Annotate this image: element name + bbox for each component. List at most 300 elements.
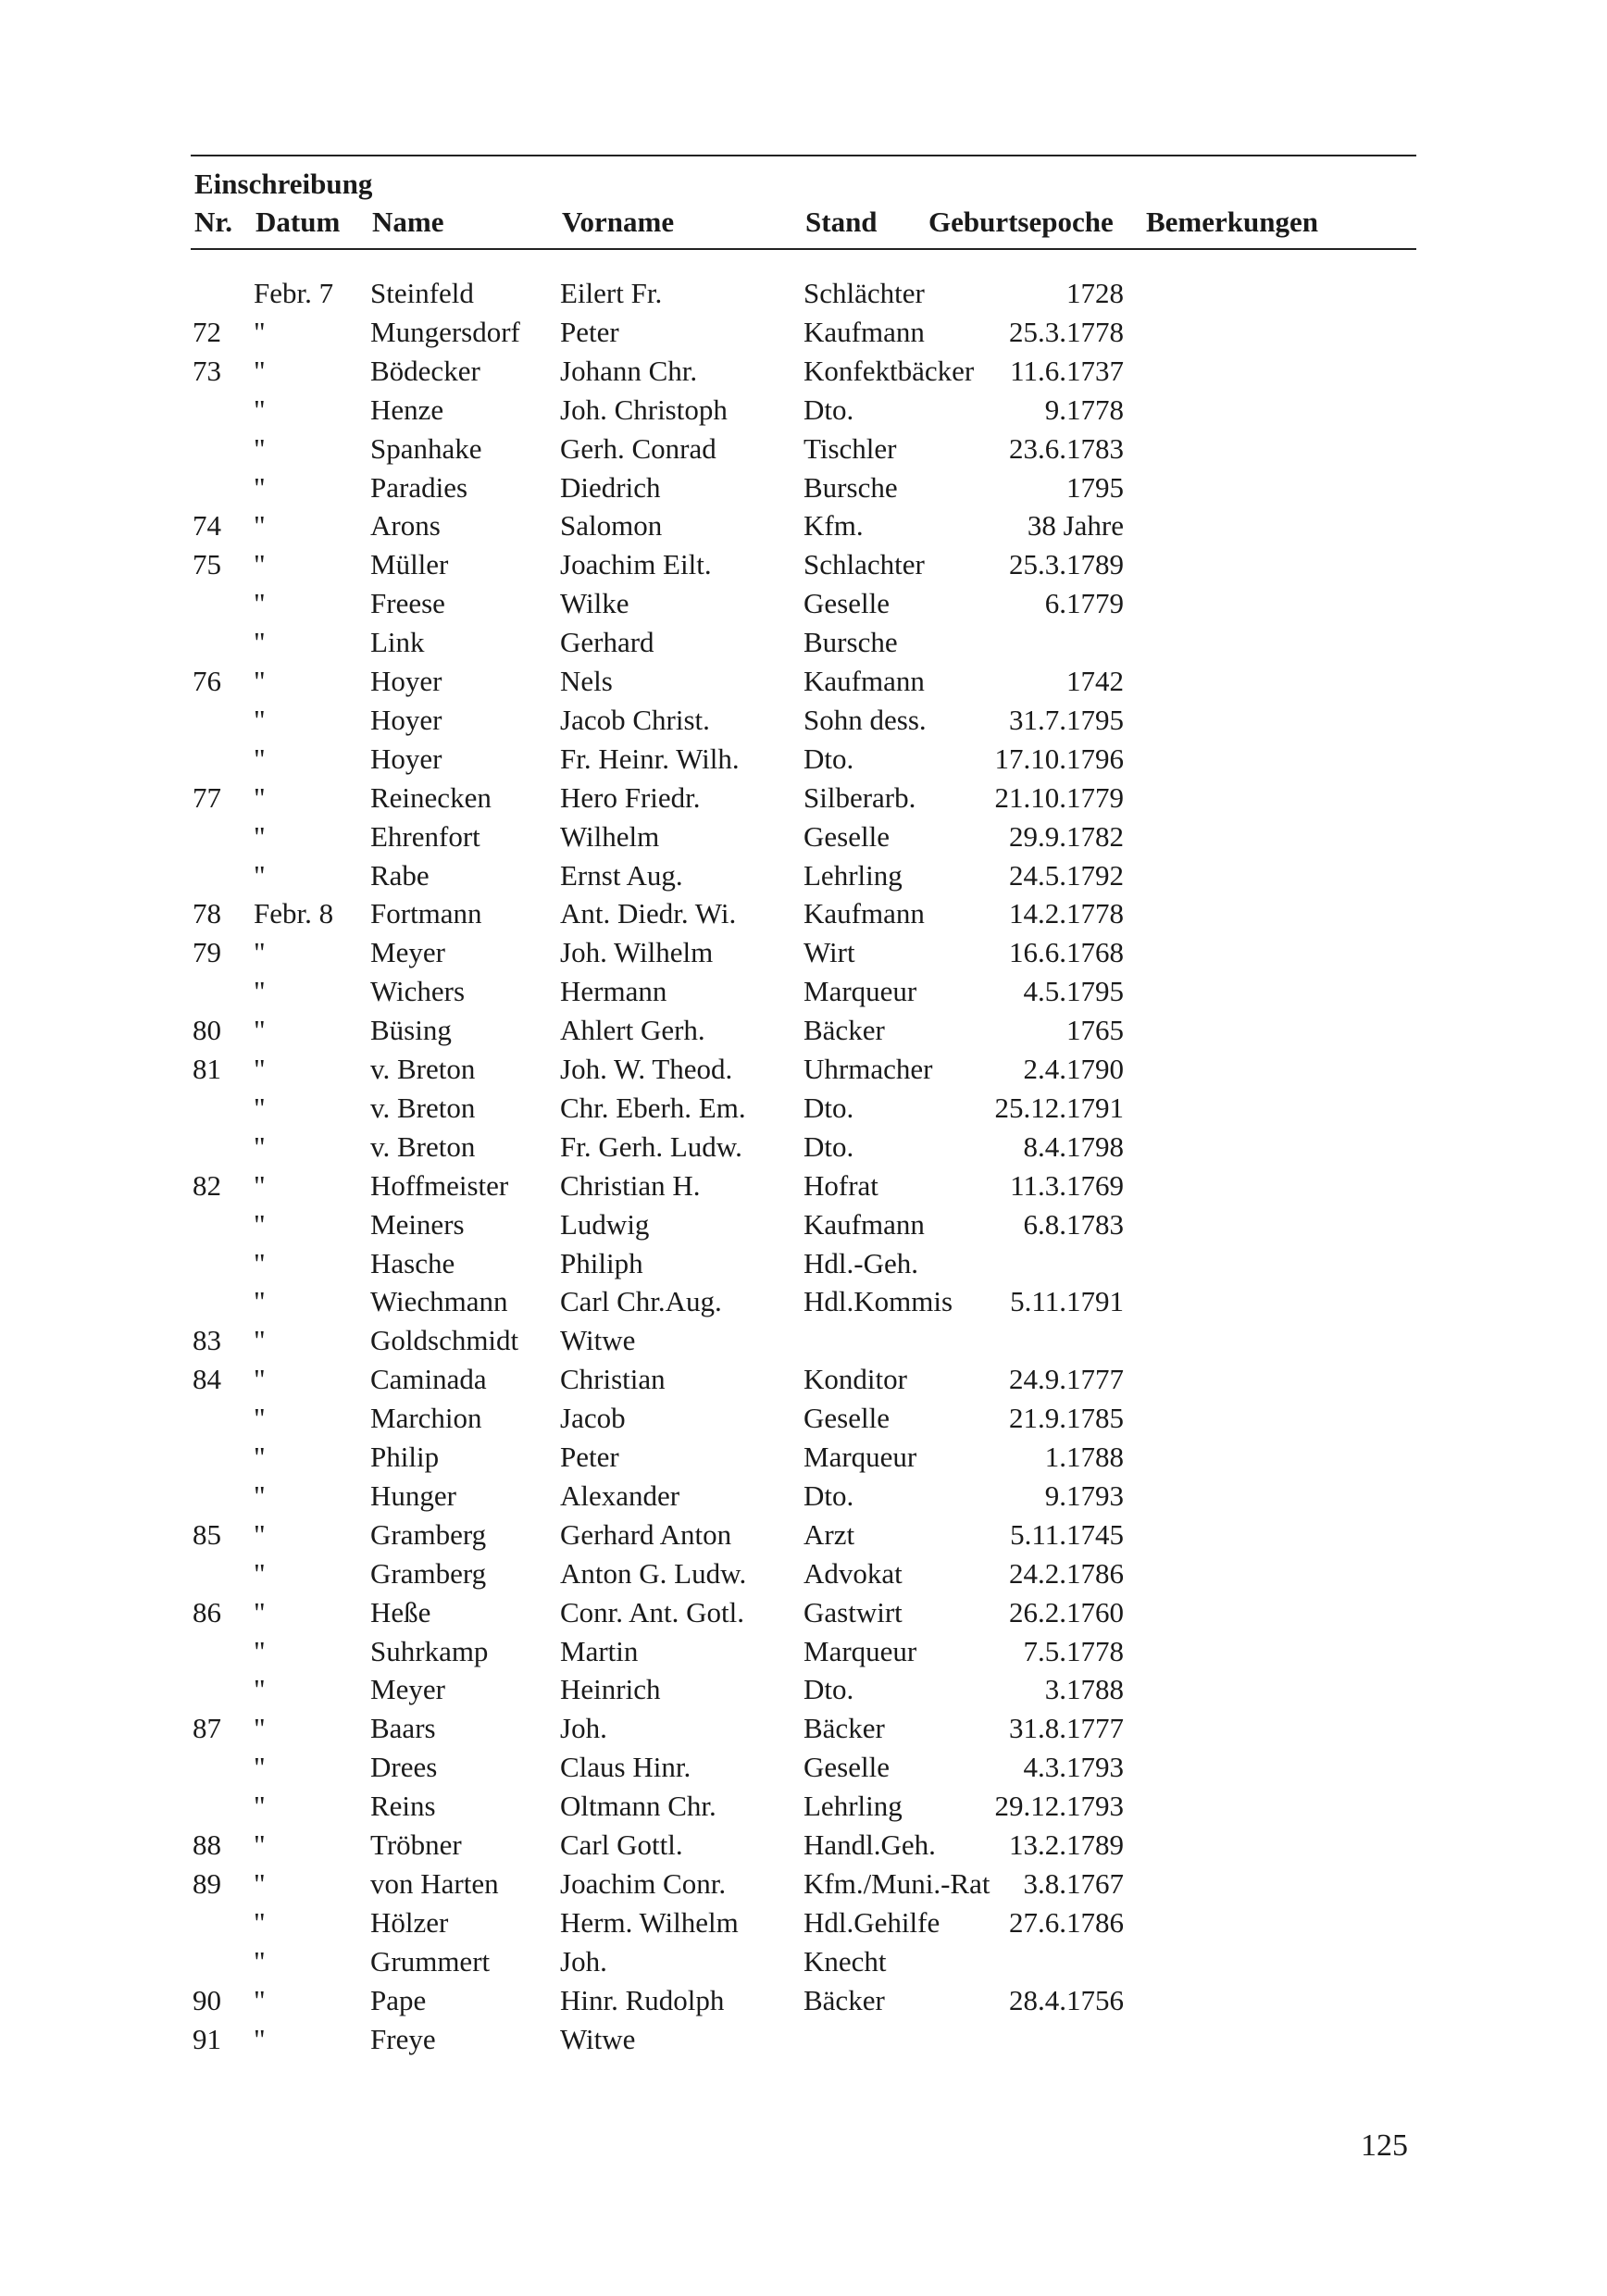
cell-datum: " bbox=[254, 1673, 266, 1706]
cell-geburtsepoche: 29.9.1782 bbox=[1009, 819, 1124, 853]
table-row bbox=[0, 1011, 1607, 1050]
header-bottom-rule bbox=[191, 248, 1416, 250]
table-row bbox=[0, 1089, 1607, 1128]
cell-datum: " bbox=[254, 1246, 266, 1279]
cell-geburtsepoche: 17.10.1796 bbox=[994, 742, 1124, 775]
cell-nr: 81 bbox=[193, 1053, 221, 1085]
cell-vorname: Witwe bbox=[560, 2022, 636, 2055]
cell-name: v. Breton bbox=[370, 1091, 476, 1124]
cell-datum: " bbox=[254, 780, 266, 814]
cell-datum: " bbox=[254, 858, 266, 892]
cell-stand: Kaufmann bbox=[804, 897, 925, 930]
cell-geburtsepoche: 25.3.1778 bbox=[1009, 315, 1124, 348]
table-row bbox=[0, 1826, 1607, 1865]
header-stand: Stand bbox=[805, 206, 878, 238]
cell-nr: 91 bbox=[193, 2022, 221, 2055]
cell-geburtsepoche: 21.10.1779 bbox=[994, 780, 1124, 814]
cell-nr: 85 bbox=[193, 1517, 221, 1551]
cell-nr: 74 bbox=[193, 509, 221, 543]
cell-nr: 82 bbox=[193, 1168, 221, 1202]
cell-name: Büsing bbox=[370, 1014, 452, 1047]
cell-stand: Marqueur bbox=[804, 975, 917, 1008]
cell-name: Hunger bbox=[370, 1479, 456, 1512]
cell-name: v. Breton bbox=[370, 1129, 476, 1163]
cell-nr: 87 bbox=[193, 1712, 221, 1745]
cell-datum: " bbox=[254, 1285, 266, 1318]
cell-nr: 88 bbox=[193, 1828, 221, 1861]
cell-stand: Konfektbäcker bbox=[804, 354, 975, 387]
cell-name: Wiechmann bbox=[370, 1285, 508, 1318]
table-row bbox=[0, 430, 1607, 468]
cell-stand: Bursche bbox=[804, 470, 898, 504]
cell-datum: " bbox=[254, 665, 266, 697]
cell-nr: 73 bbox=[193, 354, 221, 387]
cell-stand: Hdl.Kommis bbox=[804, 1285, 953, 1318]
cell-vorname: Carl Gottl. bbox=[560, 1828, 683, 1861]
cell-stand: Geselle bbox=[804, 587, 890, 620]
cell-datum: " bbox=[254, 1014, 266, 1047]
cell-name: Mungersdorf bbox=[370, 315, 520, 348]
cell-name: Caminada bbox=[370, 1363, 487, 1396]
cell-vorname: Joh. Wilhelm bbox=[560, 936, 714, 969]
cell-datum: " bbox=[254, 1634, 266, 1667]
cell-stand: Kfm. bbox=[804, 509, 864, 543]
table-row bbox=[0, 623, 1607, 662]
cell-datum: " bbox=[254, 1207, 266, 1241]
cell-name: Goldschmidt bbox=[370, 1324, 519, 1357]
cell-stand: Konditor bbox=[804, 1363, 907, 1396]
table-row bbox=[0, 1516, 1607, 1554]
cell-name: Reinecken bbox=[370, 780, 492, 814]
header-bemerkungen: Bemerkungen bbox=[1146, 206, 1318, 238]
cell-datum: " bbox=[254, 742, 266, 775]
table-row bbox=[0, 1360, 1607, 1399]
table-row bbox=[0, 1709, 1607, 1748]
header-einschreibung: Einschreibung bbox=[194, 168, 373, 200]
cell-name: Spanhake bbox=[370, 431, 482, 465]
cell-datum: Febr. 8 bbox=[254, 897, 334, 930]
cell-datum: " bbox=[254, 431, 266, 465]
cell-datum: " bbox=[254, 936, 266, 969]
cell-geburtsepoche: 31.8.1777 bbox=[1009, 1712, 1124, 1745]
cell-vorname: Joh. bbox=[560, 1712, 607, 1745]
cell-datum: " bbox=[254, 1712, 266, 1745]
cell-geburtsepoche: 2.4.1790 bbox=[1023, 1053, 1124, 1085]
table-row bbox=[0, 1244, 1607, 1283]
table-row bbox=[0, 1748, 1607, 1787]
cell-name: Link bbox=[370, 626, 425, 659]
cell-name: Marchion bbox=[370, 1402, 482, 1435]
cell-stand: Kaufmann bbox=[804, 315, 925, 348]
cell-nr: 80 bbox=[193, 1014, 221, 1047]
cell-name: Reins bbox=[370, 1790, 436, 1823]
cell-stand: Bäcker bbox=[804, 1712, 885, 1745]
cell-geburtsepoche: 24.9.1777 bbox=[1009, 1363, 1124, 1396]
cell-name: Freese bbox=[370, 587, 445, 620]
cell-geburtsepoche: 13.2.1789 bbox=[1009, 1828, 1124, 1861]
page-number: 125 bbox=[1361, 2128, 1408, 2163]
table-row bbox=[0, 313, 1607, 352]
cell-vorname: Fr. Gerh. Ludw. bbox=[560, 1129, 742, 1163]
cell-geburtsepoche: 16.6.1768 bbox=[1009, 936, 1124, 969]
cell-stand: Advokat bbox=[804, 1556, 903, 1590]
cell-stand: Tischler bbox=[804, 431, 897, 465]
cell-geburtsepoche: 6.8.1783 bbox=[1023, 1207, 1124, 1241]
cell-name: Henze bbox=[370, 393, 444, 426]
table-row bbox=[0, 352, 1607, 391]
header-top-rule bbox=[191, 155, 1416, 156]
cell-geburtsepoche: 38 Jahre bbox=[1027, 509, 1124, 543]
table-row bbox=[0, 1167, 1607, 1205]
cell-datum: " bbox=[254, 1828, 266, 1861]
cell-nr: 83 bbox=[193, 1324, 221, 1357]
cell-vorname: Philiph bbox=[560, 1246, 643, 1279]
cell-vorname: Joachim Conr. bbox=[560, 1866, 727, 1900]
cell-stand: Dto. bbox=[804, 1091, 854, 1124]
cell-datum: " bbox=[254, 819, 266, 853]
cell-name: von Harten bbox=[370, 1866, 499, 1900]
cell-datum: " bbox=[254, 1053, 266, 1085]
cell-vorname: Heinrich bbox=[560, 1673, 661, 1706]
cell-datum: " bbox=[254, 509, 266, 543]
cell-stand: Kfm./Muni.-Rat bbox=[804, 1866, 990, 1900]
cell-vorname: Hero Friedr. bbox=[560, 780, 701, 814]
table-row bbox=[0, 740, 1607, 779]
cell-datum: " bbox=[254, 1363, 266, 1396]
cell-datum: " bbox=[254, 975, 266, 1008]
cell-datum: " bbox=[254, 626, 266, 659]
header-nr: Nr. bbox=[194, 206, 233, 238]
cell-name: Hölzer bbox=[370, 1905, 449, 1939]
cell-geburtsepoche: 3.1788 bbox=[1044, 1673, 1124, 1706]
cell-datum: " bbox=[254, 1129, 266, 1163]
cell-name: Hoffmeister bbox=[370, 1168, 509, 1202]
cell-stand: Schlächter bbox=[804, 277, 925, 309]
cell-vorname: Joachim Eilt. bbox=[560, 548, 712, 581]
table-row bbox=[0, 856, 1607, 895]
cell-geburtsepoche: 4.3.1793 bbox=[1023, 1751, 1124, 1784]
cell-geburtsepoche: 11.6.1737 bbox=[1010, 354, 1124, 387]
cell-vorname: Anton G. Ludw. bbox=[560, 1556, 747, 1590]
cell-stand: Hofrat bbox=[804, 1168, 878, 1202]
cell-geburtsepoche: 28.4.1756 bbox=[1009, 1983, 1124, 2016]
cell-geburtsepoche: 11.3.1769 bbox=[1010, 1168, 1124, 1202]
table-row bbox=[0, 1593, 1607, 1632]
cell-datum: " bbox=[254, 354, 266, 387]
table-row bbox=[0, 1865, 1607, 1903]
table-row bbox=[0, 1128, 1607, 1167]
cell-geburtsepoche: 1728 bbox=[1066, 277, 1124, 309]
cell-stand: Gastwirt bbox=[804, 1595, 903, 1628]
cell-name: Müller bbox=[370, 548, 449, 581]
table-row bbox=[0, 1205, 1607, 1244]
cell-geburtsepoche: 24.2.1786 bbox=[1009, 1556, 1124, 1590]
cell-name: Pape bbox=[370, 1983, 427, 2016]
table-row bbox=[0, 1670, 1607, 1709]
table-row bbox=[0, 1787, 1607, 1826]
cell-stand: Dto. bbox=[804, 1673, 854, 1706]
header-vorname: Vorname bbox=[562, 206, 675, 238]
cell-geburtsepoche: 1742 bbox=[1066, 665, 1124, 697]
cell-name: Grummert bbox=[370, 1944, 491, 1978]
table-row bbox=[0, 894, 1607, 933]
cell-vorname: Claus Hinr. bbox=[560, 1751, 691, 1784]
table-row bbox=[0, 817, 1607, 856]
cell-stand: Schlachter bbox=[804, 548, 925, 581]
cell-vorname: Conr. Ant. Gotl. bbox=[560, 1595, 744, 1628]
cell-vorname: Ernst Aug. bbox=[560, 858, 683, 892]
cell-geburtsepoche: 25.3.1789 bbox=[1009, 548, 1124, 581]
cell-datum: " bbox=[254, 1944, 266, 1978]
cell-datum: " bbox=[254, 1402, 266, 1435]
cell-stand: Hdl.Gehilfe bbox=[804, 1905, 941, 1939]
table-row bbox=[0, 1903, 1607, 1942]
cell-nr: 77 bbox=[193, 780, 221, 814]
cell-name: Gramberg bbox=[370, 1556, 487, 1590]
cell-datum: " bbox=[254, 1168, 266, 1202]
cell-name: Gramberg bbox=[370, 1517, 487, 1551]
cell-stand: Lehrling bbox=[804, 858, 903, 892]
cell-vorname: Jacob bbox=[560, 1402, 626, 1435]
cell-vorname: Eilert Fr. bbox=[560, 277, 663, 309]
cell-datum: " bbox=[254, 1556, 266, 1590]
table-row bbox=[0, 584, 1607, 623]
cell-name: Philip bbox=[370, 1441, 440, 1473]
header-datum: Datum bbox=[255, 206, 341, 238]
cell-geburtsepoche: 3.8.1767 bbox=[1023, 1866, 1124, 1900]
cell-datum: " bbox=[254, 548, 266, 581]
header-name: Name bbox=[372, 206, 444, 238]
cell-name: Hoyer bbox=[370, 703, 442, 736]
cell-stand: Geselle bbox=[804, 819, 890, 853]
cell-name: Ehrenfort bbox=[370, 819, 480, 853]
cell-geburtsepoche: 5.11.1745 bbox=[1010, 1517, 1124, 1551]
cell-vorname: Fr. Heinr. Wilh. bbox=[560, 742, 740, 775]
cell-name: Baars bbox=[370, 1712, 436, 1745]
cell-stand: Uhrmacher bbox=[804, 1053, 933, 1085]
cell-name: Hoyer bbox=[370, 665, 442, 697]
cell-name: Hoyer bbox=[370, 742, 442, 775]
cell-geburtsepoche: 5.11.1791 bbox=[1010, 1285, 1124, 1318]
cell-name: Wichers bbox=[370, 975, 466, 1008]
table-row bbox=[0, 1438, 1607, 1477]
cell-datum: " bbox=[254, 1905, 266, 1939]
table-row bbox=[0, 1321, 1607, 1360]
cell-stand: Dto. bbox=[804, 393, 854, 426]
cell-stand: Marqueur bbox=[804, 1634, 917, 1667]
cell-geburtsepoche: 7.5.1778 bbox=[1023, 1634, 1124, 1667]
cell-name: v. Breton bbox=[370, 1053, 476, 1085]
cell-nr: 90 bbox=[193, 1983, 221, 2016]
table-row bbox=[0, 1632, 1607, 1671]
cell-vorname: Ant. Diedr. Wi. bbox=[560, 897, 737, 930]
cell-vorname: Peter bbox=[560, 315, 619, 348]
table-row bbox=[0, 779, 1607, 817]
cell-nr: 75 bbox=[193, 548, 221, 581]
cell-stand: Arzt bbox=[804, 1517, 855, 1551]
cell-geburtsepoche: 29.12.1793 bbox=[994, 1790, 1124, 1823]
cell-vorname: Joh. W. Theod. bbox=[560, 1053, 733, 1085]
cell-stand: Geselle bbox=[804, 1402, 890, 1435]
cell-stand: Handl.Geh. bbox=[804, 1828, 936, 1861]
cell-vorname: Johann Chr. bbox=[560, 354, 698, 387]
cell-stand: Kaufmann bbox=[804, 665, 925, 697]
cell-datum: " bbox=[254, 1866, 266, 1900]
cell-nr: 84 bbox=[193, 1363, 221, 1396]
cell-stand: Wirt bbox=[804, 936, 855, 969]
cell-name: Rabe bbox=[370, 858, 430, 892]
cell-name: Meyer bbox=[370, 1673, 445, 1706]
cell-vorname: Carl Chr.Aug. bbox=[560, 1285, 722, 1318]
cell-vorname: Hinr. Rudolph bbox=[560, 1983, 725, 2016]
cell-vorname: Martin bbox=[560, 1634, 639, 1667]
cell-geburtsepoche: 9.1793 bbox=[1044, 1479, 1124, 1512]
cell-name: Steinfeld bbox=[370, 277, 474, 309]
cell-stand: Marqueur bbox=[804, 1441, 917, 1473]
cell-name: Freye bbox=[370, 2022, 436, 2055]
cell-geburtsepoche: 26.2.1760 bbox=[1009, 1595, 1124, 1628]
table-row bbox=[0, 506, 1607, 545]
table-row bbox=[0, 662, 1607, 701]
cell-name: Paradies bbox=[370, 470, 468, 504]
cell-vorname: Gerhard Anton bbox=[560, 1517, 732, 1551]
cell-vorname: Nels bbox=[560, 665, 613, 697]
table-row bbox=[0, 1399, 1607, 1438]
cell-geburtsepoche: 25.12.1791 bbox=[994, 1091, 1124, 1124]
table-row bbox=[0, 972, 1607, 1011]
cell-datum: " bbox=[254, 1595, 266, 1628]
cell-nr: 72 bbox=[193, 315, 221, 348]
cell-datum: " bbox=[254, 587, 266, 620]
cell-datum: " bbox=[254, 1441, 266, 1473]
cell-vorname: Oltmann Chr. bbox=[560, 1790, 716, 1823]
cell-datum: " bbox=[254, 315, 266, 348]
cell-stand: Kaufmann bbox=[804, 1207, 925, 1241]
table-row bbox=[0, 2020, 1607, 2059]
cell-name: Arons bbox=[370, 509, 441, 543]
cell-stand: Dto. bbox=[804, 1129, 854, 1163]
cell-geburtsepoche: 1.1788 bbox=[1044, 1441, 1124, 1473]
cell-stand: Geselle bbox=[804, 1751, 890, 1784]
header-geburtsepoche: Geburtsepoche bbox=[928, 206, 1114, 238]
cell-datum: " bbox=[254, 1517, 266, 1551]
cell-vorname: Peter bbox=[560, 1441, 619, 1473]
cell-stand: Bäcker bbox=[804, 1014, 885, 1047]
cell-geburtsepoche: 27.6.1786 bbox=[1009, 1905, 1124, 1939]
cell-vorname: Salomon bbox=[560, 509, 663, 543]
cell-geburtsepoche: 9.1778 bbox=[1044, 393, 1124, 426]
cell-geburtsepoche: 24.5.1792 bbox=[1009, 858, 1124, 892]
cell-name: Drees bbox=[370, 1751, 438, 1784]
cell-vorname: Witwe bbox=[560, 1324, 636, 1357]
table-row bbox=[0, 933, 1607, 972]
cell-datum: " bbox=[254, 393, 266, 426]
cell-vorname: Christian H. bbox=[560, 1168, 701, 1202]
cell-datum: " bbox=[254, 470, 266, 504]
cell-datum: " bbox=[254, 1790, 266, 1823]
table-row bbox=[0, 1981, 1607, 2020]
cell-vorname: Chr. Eberh. Em. bbox=[560, 1091, 746, 1124]
cell-name: Meyer bbox=[370, 936, 445, 969]
cell-geburtsepoche: 21.9.1785 bbox=[1009, 1402, 1124, 1435]
cell-name: Meiners bbox=[370, 1207, 465, 1241]
table-row bbox=[0, 1477, 1607, 1516]
table-row bbox=[0, 274, 1607, 313]
cell-vorname: Gerh. Conrad bbox=[560, 431, 716, 465]
cell-vorname: Ahlert Gerh. bbox=[560, 1014, 705, 1047]
cell-stand: Lehrling bbox=[804, 1790, 903, 1823]
cell-vorname: Wilke bbox=[560, 587, 629, 620]
cell-vorname: Joh. bbox=[560, 1944, 607, 1978]
cell-stand: Knecht bbox=[804, 1944, 887, 1978]
cell-vorname: Jacob Christ. bbox=[560, 703, 710, 736]
cell-stand: Dto. bbox=[804, 1479, 854, 1512]
table-row bbox=[0, 1282, 1607, 1321]
cell-datum: " bbox=[254, 1091, 266, 1124]
cell-vorname: Alexander bbox=[560, 1479, 680, 1512]
cell-datum: " bbox=[254, 1479, 266, 1512]
cell-stand: Hdl.-Geh. bbox=[804, 1246, 918, 1279]
cell-vorname: Diedrich bbox=[560, 470, 661, 504]
table-row bbox=[0, 1554, 1607, 1593]
cell-vorname: Hermann bbox=[560, 975, 667, 1008]
table-row bbox=[0, 701, 1607, 740]
table-row bbox=[0, 545, 1607, 584]
cell-geburtsepoche: 23.6.1783 bbox=[1009, 431, 1124, 465]
cell-nr: 89 bbox=[193, 1866, 221, 1900]
table-row bbox=[0, 1942, 1607, 1981]
cell-geburtsepoche: 1795 bbox=[1066, 470, 1124, 504]
cell-geburtsepoche: 6.1779 bbox=[1044, 587, 1124, 620]
cell-name: Fortmann bbox=[370, 897, 482, 930]
cell-geburtsepoche: 31.7.1795 bbox=[1009, 703, 1124, 736]
cell-name: Suhrkamp bbox=[370, 1634, 489, 1667]
table-row bbox=[0, 468, 1607, 507]
cell-datum: " bbox=[254, 2022, 266, 2055]
cell-datum: " bbox=[254, 1751, 266, 1784]
cell-vorname: Ludwig bbox=[560, 1207, 650, 1241]
cell-vorname: Wilhelm bbox=[560, 819, 660, 853]
cell-geburtsepoche: 8.4.1798 bbox=[1023, 1129, 1124, 1163]
cell-datum: " bbox=[254, 1324, 266, 1357]
cell-vorname: Christian bbox=[560, 1363, 666, 1396]
cell-stand: Sohn dess. bbox=[804, 703, 927, 736]
cell-vorname: Herm. Wilhelm bbox=[560, 1905, 739, 1939]
table-row bbox=[0, 1050, 1607, 1089]
cell-nr: 76 bbox=[193, 665, 221, 697]
cell-vorname: Gerhard bbox=[560, 626, 654, 659]
cell-datum: Febr. 7 bbox=[254, 277, 334, 309]
cell-datum: " bbox=[254, 1983, 266, 2016]
cell-nr: 86 bbox=[193, 1595, 221, 1628]
cell-stand: Bursche bbox=[804, 626, 898, 659]
table-row bbox=[0, 391, 1607, 430]
cell-nr: 78 bbox=[193, 897, 221, 930]
cell-geburtsepoche: 1765 bbox=[1066, 1014, 1124, 1047]
cell-name: Heße bbox=[370, 1595, 431, 1628]
cell-stand: Silberarb. bbox=[804, 780, 916, 814]
cell-stand: Bäcker bbox=[804, 1983, 885, 2016]
cell-name: Bödecker bbox=[370, 354, 480, 387]
cell-datum: " bbox=[254, 703, 266, 736]
cell-name: Tröbner bbox=[370, 1828, 462, 1861]
cell-geburtsepoche: 14.2.1778 bbox=[1009, 897, 1124, 930]
cell-geburtsepoche: 4.5.1795 bbox=[1023, 975, 1124, 1008]
cell-nr: 79 bbox=[193, 936, 221, 969]
cell-name: Hasche bbox=[370, 1246, 455, 1279]
cell-stand: Dto. bbox=[804, 742, 854, 775]
cell-vorname: Joh. Christoph bbox=[560, 393, 728, 426]
